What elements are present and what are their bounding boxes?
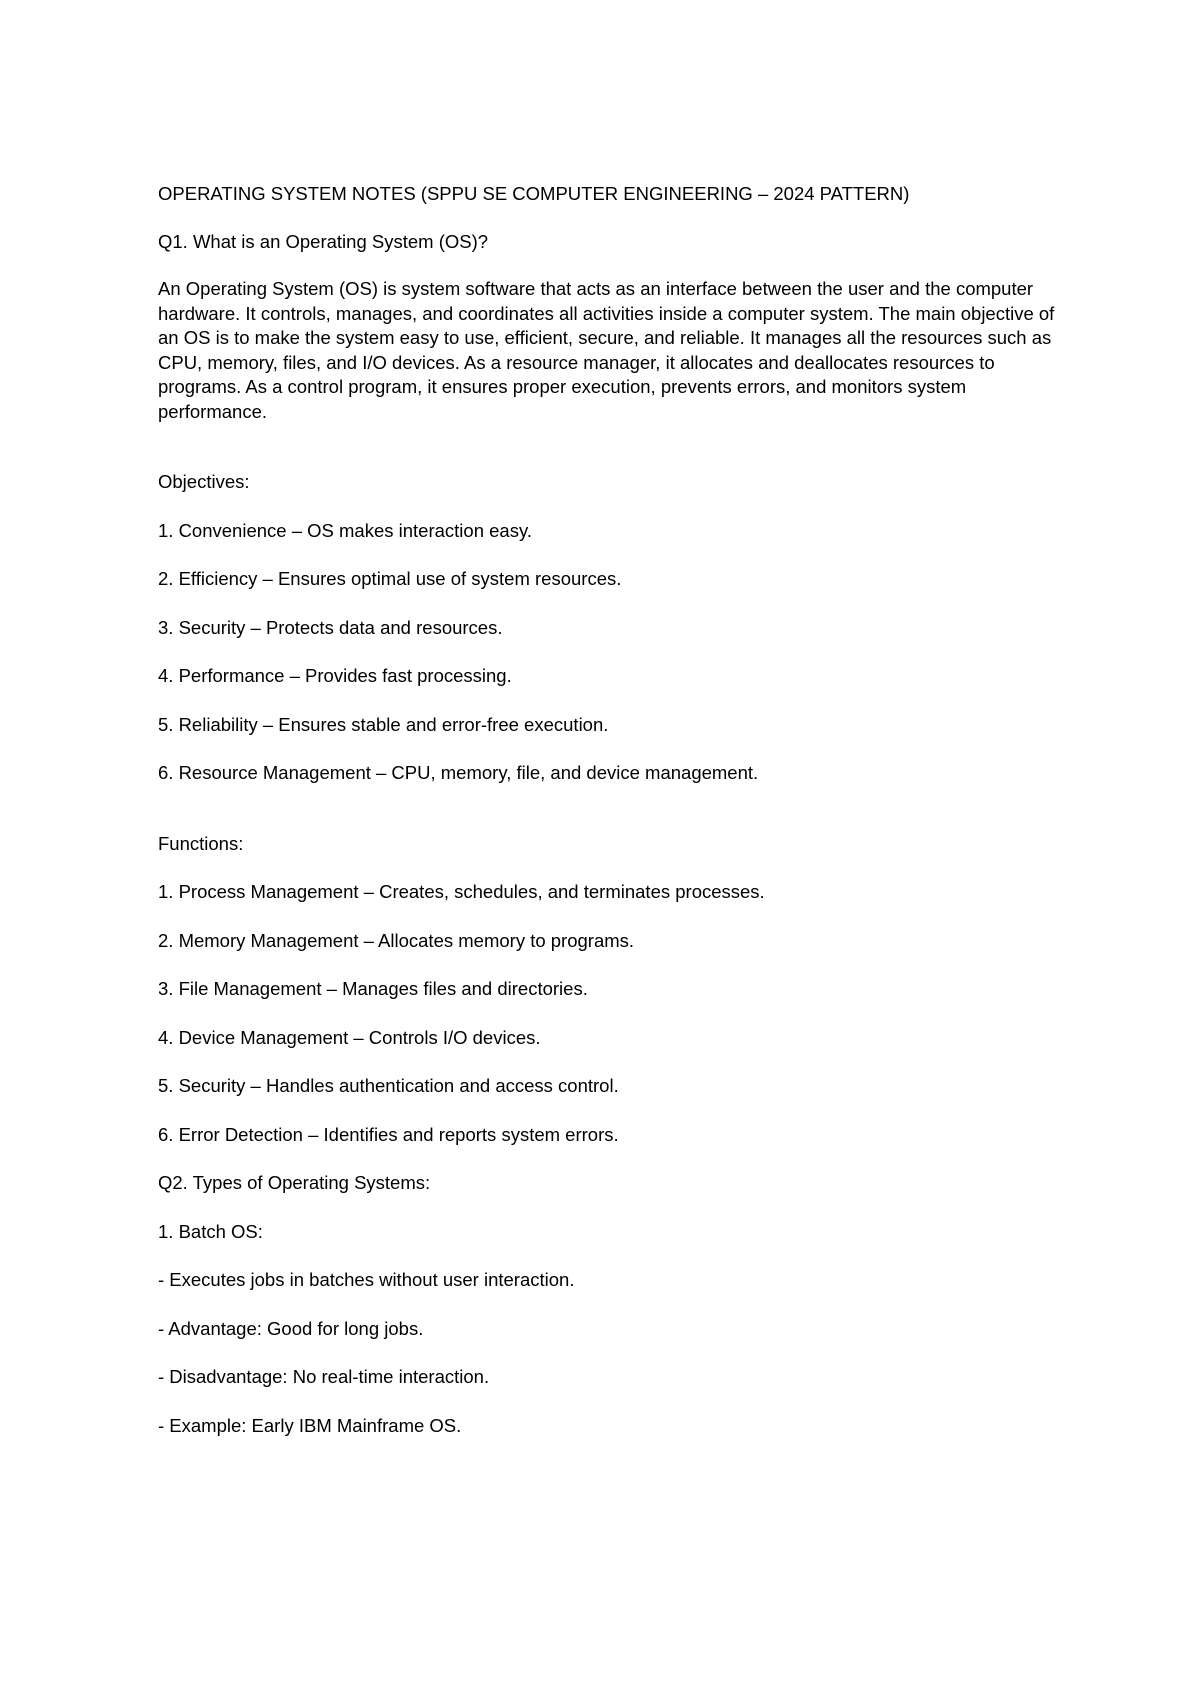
objective-item: 3. Security – Protects data and resources. (158, 616, 503, 638)
objective-item: 2. Efficiency – Ensures optimal use of system resources. (158, 568, 622, 589)
document-title: OPERATING SYSTEM NOTES (SPPU SE COMPUTER ENGINEERING – 2024 PATTERN) (158, 183, 910, 204)
q2-heading: Q2. Types of Operating Systems: (158, 1172, 431, 1193)
batch-os-label: 1. Batch OS: (158, 1220, 263, 1242)
function-item: 5. Security – Handles authentication and access control. (158, 1075, 619, 1096)
function-item: 2. Memory Management – Allocates memory to programs. (158, 929, 635, 951)
function-item: 3. File Management – Manages files and directories. (158, 978, 588, 999)
batch-os-point: - Advantage: Good for long jobs. (158, 1317, 424, 1339)
batch-os-point: - Disadvantage: No real-time interaction. (158, 1366, 490, 1387)
q1-paragraph: An Operating System (OS) is system software that acts as an interface between the user and the computer hardware. It controls, manages, and coordinates all activities inside a computer system. The main objective of an OS is to make the system easy to use, efficient, secure, and reliable. It manages all the resources such as CPU, memory, files, and I/O devices. As a resource manager, it allocates and deallocates resources to programs. As a control program, it ensures proper execution, prevents errors, and monitors system performance. (158, 278, 1055, 422)
function-item: 4. Device Management – Controls I/O devices. (158, 1026, 541, 1048)
batch-os-points (158, 1268, 1058, 1438)
document-page (158, 182, 1058, 1462)
batch-os-point: - Executes jobs in batches without user interaction. (158, 1269, 575, 1290)
objective-item: 6. Resource Management – CPU, memory, file, and device management. (158, 762, 759, 783)
q1-heading: Q1. What is an Operating System (OS)? (158, 230, 489, 252)
function-item: 6. Error Detection – Identifies and reports system errors. (158, 1123, 619, 1145)
objective-item: 1. Convenience – OS makes interaction easy. (158, 519, 532, 541)
objectives-list (158, 519, 1058, 786)
objective-item: 4. Performance – Provides fast processing. (158, 665, 512, 686)
function-item: 1. Process Management – Creates, schedules, and terminates processes. (158, 881, 765, 902)
batch-os-point: - Example: Early IBM Mainframe OS. (158, 1414, 462, 1436)
objective-item: 5. Reliability – Ensures stable and error-free execution. (158, 713, 609, 735)
functions-list (158, 880, 1058, 1147)
functions-label: Functions: (158, 832, 244, 854)
objectives-label: Objectives: (158, 471, 250, 492)
